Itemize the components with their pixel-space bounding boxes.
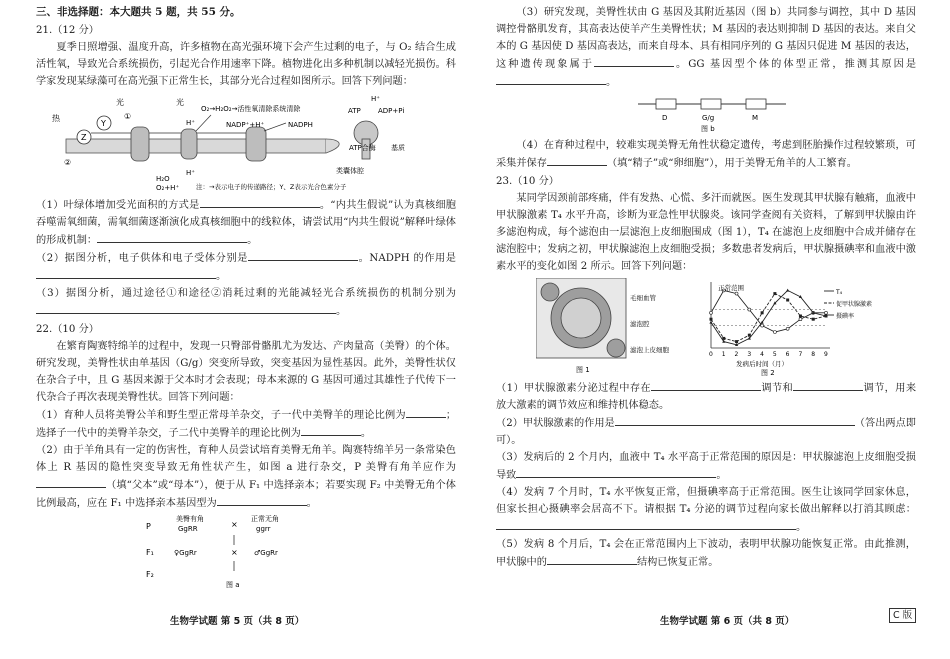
answer-blank	[547, 154, 607, 166]
q22-part2: （2）由于羊角具有一定的伤害性，育种人员尝试培育美臀无角羊。陶赛特绵羊另一条常染色体上 R 基因的隐性突变导致无角性状产生，如图 a 进行杂交，P 美臀有角羊应作为（填“父本”或“母本”），便于从 F₁ 中选择亲本；若要实现 F₂ 中美臀无角个体比例最高，应在 F₁ 中选择亲本基因型为 。	[36, 445, 456, 509]
series-point	[786, 299, 789, 302]
h-label-2: H⁺	[186, 169, 195, 177]
series-point	[786, 289, 789, 292]
y-label: Y	[101, 119, 106, 128]
heat-label: 热	[52, 114, 60, 123]
answer-blank	[248, 249, 358, 261]
series-point	[735, 292, 738, 295]
answer-blank	[36, 476, 106, 488]
q23-part5: （5）发病 8 个月后，T₄ 会在正常范围内上下波动，表明甲状腺功能恢复正常。由此推测，甲状腺中的 结构已恢复正常。	[496, 539, 916, 568]
gene-d-label: D	[662, 114, 668, 122]
nadp-label: NADP⁺+H⁺	[226, 121, 265, 129]
thyroid-figures	[536, 278, 916, 376]
answer-blank	[301, 424, 361, 436]
series-point	[761, 311, 764, 314]
water-label: H₂O	[156, 175, 170, 183]
x-tick-label: 3	[747, 351, 752, 358]
figure-1-caption: 图 1	[576, 366, 590, 374]
legend-tsh: 促甲状腺激素	[836, 301, 873, 308]
answer-blank	[496, 73, 606, 85]
question-22-head: 22.（10 分）	[36, 324, 99, 335]
series-point	[812, 318, 815, 321]
gene-map	[636, 94, 796, 134]
complex-2	[181, 129, 197, 159]
answer-blank	[496, 518, 796, 530]
x-tick-label: 8	[811, 351, 816, 358]
series-point	[773, 292, 776, 295]
series-point	[799, 318, 802, 321]
cross-figure-a	[146, 515, 456, 589]
question-21-head: 21.（12 分）	[36, 25, 99, 36]
nadph-label: NADPH	[288, 121, 313, 129]
series-line-1	[711, 294, 826, 342]
f1-left-genotype: ♀GgRr	[174, 549, 197, 557]
left-page-footer: 生物学试题 第 5 页（共 8 页）	[170, 616, 305, 627]
light-label-2: 光	[176, 98, 184, 107]
thylakoid-lumen-label: 类囊体腔	[336, 167, 364, 175]
photosynthesis-figure	[36, 93, 456, 193]
answer-blank	[547, 553, 637, 565]
x-tick-label: 6	[785, 351, 790, 358]
x-tick-label: 5	[772, 351, 777, 358]
series-point	[710, 311, 713, 314]
complex-3	[246, 127, 266, 161]
answer-blank	[651, 379, 761, 391]
x-tick-label: 2	[734, 351, 739, 358]
answer-blank	[36, 267, 216, 279]
answer-blank	[516, 466, 716, 478]
answer-blank	[200, 196, 320, 208]
legend-iodine: 摄碘率	[836, 313, 855, 320]
adp-label: ADP+Pi	[378, 107, 405, 115]
o2-chain-label: O₂→H₂O₂→活性氧清除系统清除	[201, 105, 301, 113]
x-tick-label: 7	[798, 351, 803, 358]
answer-blank	[615, 414, 855, 426]
q22-part3: （3）研究发现，美臀性状由 G 基因及其附近基因（图 b）共同参与调控，其中 D 基因调控骨骼肌发育，其高表达使羊产生美臀性状；M 基因的表达则抑制 D 基因的表达。来自父本的 G 基因使 D 基因高表达，而来自母本、具有相同序列的 G 基因只促进 M 基因的表达，这种遗传现象属于 。GG 基因型个体的体型正常，推测其原因是。	[496, 7, 917, 88]
series-point	[825, 311, 828, 314]
figure-b-caption: 图 b	[701, 125, 715, 133]
atp-label: ATP	[348, 107, 361, 115]
parent-left-phenotype: 美臀有角	[176, 515, 204, 523]
figure-2-caption: 图 2	[761, 369, 775, 376]
q21-part2: （2）据图分析，电子供体和电子受体分别是 。NADPH 的作用是。	[36, 249, 456, 285]
legend-t4: T₄	[836, 289, 843, 296]
figure-a-caption: 图 a	[226, 581, 240, 589]
cross-diagram	[146, 515, 366, 589]
p-label: P	[146, 522, 151, 531]
lumen-label: 滤泡腔	[630, 320, 650, 328]
gene-g-label: G/g	[702, 114, 715, 122]
z-label: Z	[81, 133, 87, 142]
f1-label: F₁	[146, 548, 154, 557]
x-tick-label: 9	[824, 351, 828, 358]
series-point	[735, 340, 738, 343]
atp-synthase-label: ATP合酶	[349, 144, 376, 152]
gene-d-box	[656, 99, 676, 109]
capillary-label: 毛细血管	[630, 294, 656, 302]
route-1-label: ①	[124, 112, 132, 121]
gene-g-box	[701, 99, 721, 109]
right-page-footer: 生物学试题 第 6 页（共 8 页）	[660, 616, 795, 627]
answer-blank	[217, 494, 307, 506]
question-23-head: 23.（10 分）	[496, 176, 559, 187]
thyroid-figure-svg	[536, 278, 876, 376]
answer-blank	[97, 231, 247, 243]
x-tick-label: 0	[709, 351, 713, 358]
left-page	[36, 0, 456, 659]
normal-range-label: 正常范围	[718, 284, 744, 292]
o2h-label: O₂+H⁺	[156, 184, 180, 192]
cross-symbol-1: ×	[231, 520, 238, 529]
gene-m-box	[746, 99, 766, 109]
answer-blank	[36, 302, 336, 314]
series-line-2	[711, 290, 826, 344]
light-label-1: 光	[116, 98, 124, 107]
series-point	[710, 318, 713, 321]
q21-part1: （1）叶绿体增加受光面积的方式是 。“内共生假说”认为真核细胞吞噬需氧细菌，需氧细菌逐渐演化成真核细胞中的线粒体，请尝试用“内共生假说”解释叶绿体的形成机制： 。	[36, 196, 456, 249]
series-point	[748, 308, 751, 311]
h-label-1: H⁺	[186, 119, 195, 127]
x-tick-label: 1	[721, 351, 726, 358]
f1-right-genotype: ♂GgRr	[254, 549, 278, 557]
q23-part2: （2）甲状腺激素的作用是 （答出两点即可）。	[496, 414, 916, 449]
follicle-lumen	[561, 298, 601, 338]
q23-part4: （4）发病 7 个月时，T₄ 水平恢复正常，但摄碘率高于正常范围。医生让该同学回家休息，但家长担心摄碘率会居高不下。请根据 T₄ 分泌的调节过程向家长做出解释以打消其顾虑：。	[496, 487, 916, 533]
route-2-label: ②	[64, 158, 72, 167]
photosynthesis-diagram	[36, 93, 456, 193]
q23-part3: （3）发病后的 2 个月内，血液中 T₄ 水平高于正常范围的原因是：甲状腺滤泡上皮细胞受损导致 。	[496, 452, 916, 481]
stroma-label: 基质	[391, 144, 405, 152]
section-title: 三、非选择题：本大题共 5 题，共 55 分。	[36, 6, 241, 18]
answer-blank	[594, 55, 674, 67]
question-22-intro: 在繁育陶赛特绵羊的过程中，发现一只臀部骨骼肌尤为发达、产肉量高（美臀）的个体。研究发现，美臀性状由单基因（G/g）突变所导致，突变基因为显性基因。此外，美臀性状仅在杂合子中，且 G 基因来源于父本时才会表现；母本来源的 G 基因可通过其雄性子代传下一代杂合子再次表现美臀性状。回答下列问题：	[36, 341, 456, 403]
series-point	[799, 315, 802, 318]
h-plus-top-label: H⁺	[371, 95, 380, 103]
parent-right-phenotype: 正常无角	[251, 515, 279, 523]
question-21-intro: 夏季日照增强、温度升高，许多植物在高光强环境下会产生过剩的电子，与 O₂ 结合生成活性氧，导致光合系统损伤，引起光合作用速率下降。植物进化出多种机制以减轻光损伤。科学家发现某绿藻可在高光强下正常生长，其部分光合过程如图所示。回答下列问题：	[36, 42, 456, 87]
parent-left-genotype: GgRR	[178, 525, 198, 533]
x-tick-label: 4	[760, 351, 764, 358]
series-point	[786, 327, 789, 330]
complex-1	[131, 127, 149, 161]
question-23-intro: 某同学因颈前部疼痛，伴有发热、心慌、多汗而就医。医生发现其甲状腺有触痛，血液中甲状腺激素 T₄ 水平升高，诊断为亚急性甲状腺炎。该同学查阅有关资料，了解到甲状腺由许多滤泡构成，每个滤泡由一层滤泡上皮细胞围成（图 1），T₄ 在滤泡上皮细胞中合成并储存在滤泡腔中；发病之初，甲状腺滤泡上皮细胞受损；多数患者发病后，甲状腺摄碘率和血液中激素水平的变化如图 2 所示。回答下列问题：	[496, 193, 916, 272]
q22-part1: （1）育种人员将美臀公羊和野生型正常母羊杂交，子一代中美臀羊的理论比例为 ；选择子一代中的美臀羊杂交，子二代中美臀羊的理论比例为 。	[36, 406, 456, 442]
q23-part1: （1）甲状腺激素分泌过程中存在 调节和 调节，用来放大激素的调节效应和维持机体稳态。	[496, 379, 916, 414]
hormone-chart	[709, 282, 834, 358]
version-badge: C 版	[889, 608, 916, 623]
series-point	[748, 334, 751, 337]
answer-blank	[406, 406, 446, 418]
gene-m-label: M	[752, 114, 759, 122]
answer-blank	[793, 379, 863, 391]
series-point	[773, 331, 776, 334]
epithelium-label: 滤泡上皮细胞	[630, 346, 669, 354]
series-point	[761, 324, 764, 327]
cross-symbol-2: ×	[231, 548, 238, 557]
q21-part3: （3）据图分析，通过途径①和途径②消耗过剩的光能减轻光合系统损伤的机制分别为。	[36, 288, 456, 317]
figure-note: 注：→表示电子的传递路径；Y、Z表示光合色素分子	[196, 183, 347, 191]
gene-figure-b	[636, 94, 916, 134]
q22-part4: （4）在育种过程中，较难实现美臀无角性状稳定遗传，考虑到胚胎操作过程较繁琐，可采集并保存 （填“精子”或“卵细胞”），用于美臀无角羊的人工繁育。	[496, 140, 916, 169]
right-page	[496, 0, 916, 659]
x-axis-label: 发病后时间（月）	[736, 360, 788, 368]
f2-label: F₂	[146, 570, 154, 579]
parent-right-genotype: ggrr	[256, 525, 271, 533]
